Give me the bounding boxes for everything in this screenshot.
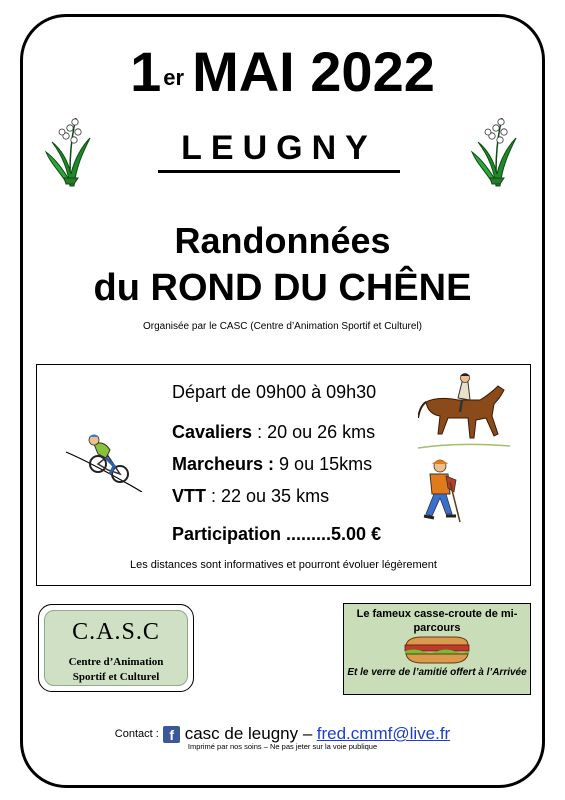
- lily-of-the-valley-icon: [44, 112, 96, 188]
- participation-fee: Participation .........5.00 €: [172, 524, 382, 544]
- title-line-1: Randonnées: [174, 220, 391, 261]
- riders-label: Cavaliers: [172, 422, 253, 442]
- snack-heading: Le fameux casse-croute de mi-parcours: [356, 608, 518, 634]
- walkers-label: Marcheurs :: [172, 454, 275, 474]
- casc-logo-title: C.A.S.C: [72, 619, 160, 645]
- event-date: [0, 40, 565, 104]
- snack-box: [343, 603, 531, 695]
- casc-logo-line-2: Sportif et Culturel: [72, 671, 160, 683]
- casc-logo: [38, 604, 194, 692]
- contact-line: [0, 724, 565, 744]
- bike-label: VTT: [172, 486, 206, 506]
- walkers-value: 9 ou 15kms: [274, 454, 373, 474]
- horse-rider-icon: [418, 372, 512, 450]
- sandwich-icon: [402, 635, 472, 665]
- casc-logo-panel: [44, 610, 188, 686]
- riders-value: : 20 ou 26 kms: [252, 422, 376, 442]
- casc-logo-line-1: Centre d’Animation: [68, 656, 164, 668]
- casc-logo-subtitle: [45, 655, 187, 685]
- contact-email-link[interactable]: fred.cmmf@live.fr: [316, 724, 451, 743]
- cyclist-icon: [64, 430, 144, 492]
- title-line-2: du ROND DU CHÊNE: [93, 267, 472, 309]
- contact-label: Contact :: [114, 728, 159, 740]
- date-day: 1: [130, 40, 162, 103]
- print-notice: Imprimé par nos soins – Ne pas jeter sur la voie publique: [187, 742, 378, 751]
- riders-distance: [172, 420, 375, 444]
- snack-footer: Et le verre de l’amitié offert à l’Arrivée: [347, 667, 527, 678]
- date-month-year: MAI 2022: [192, 40, 435, 103]
- date-superscript: er: [163, 65, 185, 90]
- bike-value: : 22 ou 35 kms: [206, 486, 330, 506]
- facebook-page-name: casc de leugny –: [184, 724, 313, 743]
- town-name: LEUGNY: [158, 126, 400, 173]
- walkers-distance: [172, 452, 372, 476]
- lily-of-the-valley-icon: [470, 112, 522, 188]
- hiker-icon: [420, 458, 464, 524]
- organizer-line: Organisée par le CASC (Centre d’Animation Sportif et Culturel): [142, 321, 422, 332]
- departure-time: Départ de 09h00 à 09h30: [172, 382, 377, 402]
- distance-note: Les distances sont informatives et pourront évoluer légèrement: [130, 559, 437, 571]
- facebook-icon[interactable]: f: [163, 726, 180, 743]
- bike-distance: [172, 484, 329, 508]
